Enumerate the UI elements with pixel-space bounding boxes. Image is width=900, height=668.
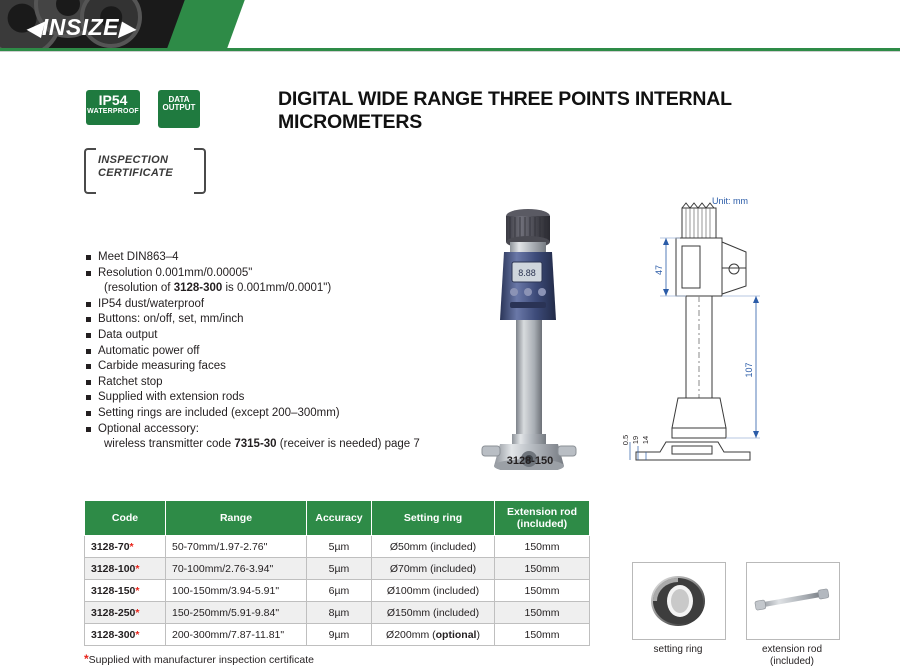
feature-text: IP54 dust/waterproof — [98, 297, 205, 310]
feature-text: Buttons: on/off, set, mm/inch — [98, 313, 244, 326]
accessory-note-post: (receiver is needed) page 7 — [276, 438, 420, 451]
feature-text: Supplied with extension rods — [98, 391, 245, 404]
list-item — [84, 328, 444, 344]
list-item — [84, 297, 444, 313]
list-item — [84, 359, 444, 375]
cell-accuracy: 8µm — [307, 602, 372, 624]
cell-range: 200-300mm/7.87-11.81" — [166, 624, 307, 646]
cell-extension-rod: 150mm — [495, 558, 590, 580]
cell-range: 70-100mm/2.76-3.94" — [166, 558, 307, 580]
cell-extension-rod: 150mm — [495, 602, 590, 624]
ring-text: Ø100mm (included) — [386, 584, 480, 597]
asterisk-icon: * — [135, 628, 140, 641]
ring-text: Ø150mm (included) — [386, 606, 480, 619]
arrow-left-icon: ◀ — [26, 18, 42, 40]
certificate-line1: INSPECTION — [98, 154, 169, 166]
feature-list — [84, 250, 444, 453]
code-value: 3128-150 — [91, 584, 136, 597]
feature-text: Resolution 0.001mm/0.00005" — [98, 266, 253, 279]
feature-subtext — [98, 437, 444, 453]
cell-code — [85, 536, 166, 558]
feature-text: Optional accessory: — [98, 422, 199, 435]
asterisk-icon: * — [129, 540, 134, 553]
asterisk-icon: * — [135, 606, 140, 619]
list-item — [84, 375, 444, 391]
list-item — [84, 250, 444, 266]
table-row — [85, 624, 590, 646]
product-photo-caption: 3128-150 — [506, 455, 554, 467]
cell-accuracy: 6µm — [307, 580, 372, 602]
column-header-extension-rod-line2: (included) — [516, 518, 568, 531]
feature-text: Data output — [98, 328, 158, 341]
accessory-image-extension-rod — [746, 562, 840, 640]
column-header-accuracy: Accuracy — [307, 501, 372, 536]
ring-text: Ø200mm ( — [386, 628, 436, 641]
badge-data-line2: OUTPUT — [162, 103, 196, 113]
table-row — [85, 580, 590, 602]
list-item — [84, 344, 444, 360]
cell-setting-ring — [372, 624, 495, 646]
svg-text:47: 47 — [654, 264, 664, 276]
code-value: 3128-300 — [91, 628, 136, 641]
accessory-note-pre: wireless transmitter code — [104, 438, 235, 451]
table-row — [85, 558, 590, 580]
cell-code — [85, 624, 166, 646]
svg-text:8.88: 8.88 — [518, 268, 536, 278]
cell-range: 100-150mm/3.94-5.91" — [166, 580, 307, 602]
product-photo — [440, 190, 620, 470]
header-divider-light — [0, 51, 900, 52]
bracket-right-icon — [194, 148, 206, 194]
resolution-note-post: is 0.001mm/0.0001") — [222, 282, 332, 295]
feature-text: Ratchet stop — [98, 375, 163, 388]
table-row — [85, 536, 590, 558]
asterisk-icon: * — [135, 584, 140, 597]
cell-accuracy: 5µm — [307, 536, 372, 558]
certificate-line2: CERTIFICATE — [98, 166, 174, 179]
list-item — [84, 312, 444, 328]
list-item — [84, 266, 444, 297]
list-item — [84, 390, 444, 406]
arrow-right-icon: ▶ — [119, 18, 135, 40]
cell-setting-ring — [372, 580, 495, 602]
ring-text: Ø50mm (included) — [389, 540, 477, 553]
code-value: 3128-100 — [91, 562, 136, 575]
asterisk-icon: * — [84, 652, 89, 666]
list-item — [84, 422, 444, 453]
cell-code — [85, 602, 166, 624]
caption-line1: extension rod — [761, 644, 823, 655]
page-header — [0, 0, 900, 48]
list-item — [84, 406, 444, 422]
cell-extension-rod: 150mm — [495, 624, 590, 646]
badge-ip54-label: WATERPROOF — [87, 107, 139, 115]
cell-range: 50-70mm/1.97-2.76" — [166, 536, 307, 558]
page-title: DIGITAL WIDE RANGE THREE POINTS INTERNAL MICROMETERS — [278, 88, 732, 133]
feature-subtext — [98, 281, 444, 297]
svg-text:107: 107 — [744, 362, 754, 378]
cell-code — [85, 580, 166, 602]
inspection-certificate-badge — [84, 148, 206, 190]
drawing-unit-label: Unit: mm — [712, 196, 748, 206]
badge-ip54-rating: IP54 — [98, 92, 128, 108]
feature-text: Carbide measuring faces — [98, 360, 226, 373]
resolution-note-pre: (resolution of — [104, 282, 174, 295]
ring-text: Ø70mm (included) — [389, 562, 477, 575]
cell-setting-ring — [372, 602, 495, 624]
cell-accuracy: 9µm — [307, 624, 372, 646]
caption-line1: setting ring — [653, 644, 703, 655]
cell-extension-rod: 150mm — [495, 580, 590, 602]
technical-drawing — [620, 190, 890, 480]
cell-range: 150-250mm/5.91-9.84" — [166, 602, 307, 624]
table-row — [85, 602, 590, 624]
ring-emphasis: optional — [435, 628, 477, 641]
column-header-code: Code — [85, 501, 166, 536]
accessory-image-setting-ring — [632, 562, 726, 640]
ring-text-post: ) — [476, 628, 480, 641]
cell-code — [85, 558, 166, 580]
table-footnote — [84, 652, 314, 666]
accessory-note-code: 7315-30 — [234, 438, 277, 451]
column-header-setting-ring: Setting ring — [372, 501, 495, 536]
code-value: 3128-70 — [91, 540, 130, 553]
accessory-caption-setting-ring — [632, 644, 724, 656]
brand-name: INSIZE — [41, 14, 120, 40]
svg-text:14: 14 — [641, 435, 650, 445]
cell-extension-rod: 150mm — [495, 536, 590, 558]
cell-setting-ring — [372, 536, 495, 558]
badge-data-output — [158, 90, 200, 128]
certificate-text — [98, 154, 173, 179]
footnote-text: Supplied with manufacturer inspection certificate — [88, 654, 314, 666]
feature-text: Meet DIN863–4 — [98, 251, 179, 263]
feature-text: Setting rings are included (except 200–300mm) — [98, 406, 340, 419]
column-header-range: Range — [166, 501, 307, 536]
badge-data-line1: DATA — [168, 95, 190, 104]
badge-ip54 — [86, 90, 140, 125]
cell-setting-ring — [372, 558, 495, 580]
caption-line2: (included) — [770, 656, 814, 667]
asterisk-icon: * — [135, 562, 140, 575]
table-header-row — [85, 501, 590, 536]
column-header-extension-rod — [495, 501, 590, 536]
column-header-extension-rod-line1: Extension rod — [506, 506, 577, 518]
feature-text: Automatic power off — [98, 344, 200, 357]
bracket-left-icon — [84, 148, 96, 194]
brand-logo — [26, 14, 135, 41]
cell-accuracy: 5µm — [307, 558, 372, 580]
svg-text:0.5: 0.5 — [621, 434, 630, 446]
specification-table — [84, 500, 590, 646]
svg-text:19: 19 — [631, 435, 640, 445]
code-value: 3128-250 — [91, 606, 136, 619]
accessory-caption-extension-rod — [746, 644, 838, 668]
resolution-note-code: 3128-300 — [173, 282, 223, 295]
